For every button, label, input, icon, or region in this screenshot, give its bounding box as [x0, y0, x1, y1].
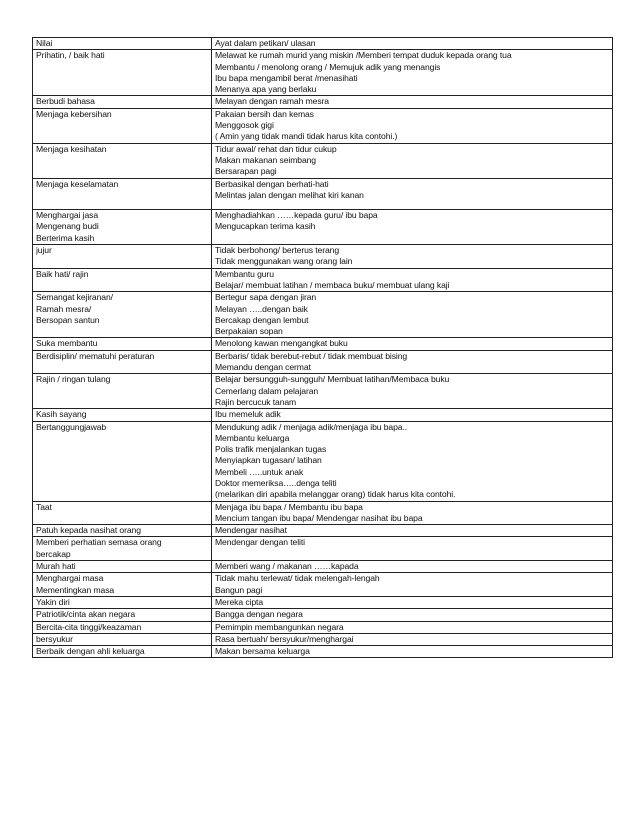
- ayat-text: Memandu dengan cermat: [215, 362, 311, 373]
- nilai-cell: [33, 143, 212, 178]
- nilai-text: bercakap: [36, 548, 71, 559]
- ayat-text: Bercakap dengan lembut: [215, 314, 309, 325]
- nilai-cell: [33, 573, 212, 597]
- nilai-cell: [33, 561, 212, 573]
- nilai-text: bersyukur: [36, 633, 73, 644]
- nilai-text: Patriotik/cinta akan negara: [36, 609, 136, 620]
- ayat-text: Melayan …..dengan baik: [215, 303, 308, 314]
- table-row: [33, 338, 613, 350]
- nilai-text: Bersopan santun: [36, 314, 100, 325]
- values-table: [32, 37, 613, 658]
- ayat-text: Ibu memeluk adik: [215, 409, 281, 420]
- table-row: [33, 561, 613, 573]
- nilai-text: Taat: [36, 501, 52, 512]
- table-row: [33, 621, 613, 633]
- ayat-text: Mencium tangan ibu bapa/ Mendengar nasihat ibu bapa: [215, 512, 423, 523]
- table-row: [33, 268, 613, 292]
- nilai-cell: [33, 409, 212, 421]
- ayat-cell: [212, 268, 613, 292]
- nilai-cell: [33, 537, 212, 561]
- nilai-text: Menghargai jasa: [36, 210, 99, 221]
- ayat-text: Rasa bertuah/ bersyukur/menghargai: [215, 633, 354, 644]
- ayat-cell: [212, 38, 613, 50]
- table-row: [33, 245, 613, 269]
- ayat-text: Tidak mahu terlewat/ tidak melengah-lengah: [215, 573, 380, 584]
- table-header-row: [33, 38, 613, 50]
- nilai-cell: [33, 268, 212, 292]
- table-row: [33, 633, 613, 645]
- nilai-text: Patuh kepada nasihat orang: [36, 525, 141, 536]
- nilai-text: Menjaga kesihatan: [36, 143, 107, 154]
- ayat-text: Mendengar nasihat: [215, 525, 287, 536]
- nilai-text: Menjaga keselamatan: [36, 178, 119, 189]
- table-row: [33, 421, 613, 501]
- ayat-cell: [212, 50, 613, 96]
- blank-line: [215, 201, 609, 209]
- ayat-text: Berbaris/ tidak berebut-rebut / tidak membuat bising: [215, 350, 408, 361]
- nilai-cell: [33, 338, 212, 350]
- ayat-cell: [212, 108, 613, 143]
- table-row: [33, 50, 613, 96]
- ayat-text: Mendukung adik / menjaga adik/menjaga ibu bapa..: [215, 421, 408, 432]
- ayat-cell: [212, 210, 613, 245]
- table-row: [33, 646, 613, 658]
- table-row: [33, 609, 613, 621]
- ayat-text: Berbasikal dengan berhati-hati: [215, 178, 329, 189]
- table-row: [33, 409, 613, 421]
- ayat-text: Belajar bersungguh-sungguh/ Membuat latihan/Membaca buku: [215, 374, 450, 385]
- ayat-text: Menolong kawan mengangkat buku: [215, 338, 348, 349]
- nilai-text: jujur: [36, 245, 52, 256]
- table-row: [33, 143, 613, 178]
- nilai-cell: [33, 292, 212, 338]
- nilai-text: Ramah mesra/: [36, 303, 92, 314]
- ayat-cell: [212, 178, 613, 210]
- nilai-text: Mementingkan masa: [36, 584, 115, 595]
- ayat-text: Cemerlang dalam pelajaran: [215, 385, 319, 396]
- ayat-text: ( Amin yang tidak mandi tidak harus kita contohi.): [215, 131, 398, 142]
- ayat-text: Menyiapkan tugasan/ latihan: [215, 455, 322, 466]
- nilai-cell: [33, 350, 212, 374]
- table-row: [33, 573, 613, 597]
- nilai-cell: [33, 421, 212, 501]
- table-row: [33, 596, 613, 608]
- ayat-text: Melintas jalan dengan melihat kiri kanan: [215, 189, 364, 200]
- nilai-cell: [33, 178, 212, 210]
- nilai-text: Menghargai masa: [36, 573, 104, 584]
- nilai-text: Murah hati: [36, 561, 76, 572]
- ayat-text: Mereka cipta: [215, 596, 263, 607]
- table-row: [33, 525, 613, 537]
- ayat-text: Menghadiahkan ……kepada guru/ ibu bapa: [215, 210, 378, 221]
- nilai-text: Memberi perhatian semasa orang: [36, 537, 162, 548]
- ayat-cell: [212, 374, 613, 409]
- nilai-cell: [33, 633, 212, 645]
- table-row: [33, 501, 613, 525]
- ayat-cell: [212, 561, 613, 573]
- nilai-text: Semangat kejiranan/: [36, 292, 113, 303]
- table-row: [33, 210, 613, 245]
- nilai-cell: [33, 38, 212, 50]
- ayat-text: Berpakaian sopan: [215, 326, 283, 337]
- ayat-cell: [212, 421, 613, 501]
- ayat-text: Memberi wang / makanan ……kapada: [215, 561, 359, 572]
- ayat-cell: [212, 525, 613, 537]
- ayat-text: Membeli …..untuk anak: [215, 466, 304, 477]
- nilai-text: Suka membantu: [36, 338, 98, 349]
- nilai-text: Berdisiplin/ mematuhi peraturan: [36, 350, 155, 361]
- ayat-text: Bangga dengan negara: [215, 609, 303, 620]
- values-table-body: [33, 38, 613, 658]
- ayat-text: Membantu keluarga: [215, 432, 290, 443]
- ayat-text: Tidak menggunakan wang orang lain: [215, 256, 353, 267]
- ayat-text: Membantu guru: [215, 268, 274, 279]
- ayat-text: Belajar/ membuat latihan / membaca buku/ membuat ulang kaji: [215, 279, 450, 290]
- nilai-text: Berterima kasih: [36, 232, 95, 243]
- ayat-text: Mendengar dengan teliti: [215, 537, 305, 548]
- ayat-text: Polis trafik menjalankan tugas: [215, 444, 327, 455]
- nilai-text: Prihatin, / baik hati: [36, 50, 105, 61]
- nilai-cell: [33, 245, 212, 269]
- ayat-text: Ibu bapa mengambil berat /menasihati: [215, 72, 358, 83]
- ayat-cell: [212, 96, 613, 108]
- nilai-text: Bertanggungjawab: [36, 421, 107, 432]
- ayat-text: Pakaian bersih dan kemas: [215, 108, 314, 119]
- table-row: [33, 178, 613, 210]
- nilai-text: Menjaga kebersihan: [36, 108, 112, 119]
- table-row: [33, 292, 613, 338]
- ayat-text: Menanya apa yang berlaku: [215, 84, 317, 95]
- ayat-text: Melawat ke rumah murid yang miskin /Memberi tempat duduk kepada orang tua: [215, 50, 512, 61]
- nilai-cell: [33, 210, 212, 245]
- ayat-cell: [212, 501, 613, 525]
- nilai-text: Mengenang budi: [36, 221, 99, 232]
- nilai-cell: [33, 621, 212, 633]
- ayat-cell: [212, 537, 613, 561]
- nilai-text: Rajin / ringan tulang: [36, 374, 111, 385]
- nilai-cell: [33, 609, 212, 621]
- ayat-text: Mengucapkan terima kasih: [215, 221, 316, 232]
- ayat-text: Ayat dalam petikan/ ulasan: [215, 38, 316, 48]
- nilai-cell: [33, 374, 212, 409]
- nilai-text: Berbudi bahasa: [36, 96, 95, 107]
- nilai-cell: [33, 525, 212, 537]
- ayat-text: Pemimpin membangunkan negara: [215, 621, 344, 632]
- ayat-text: Doktor memeriksa…..denga teliti: [215, 477, 337, 488]
- ayat-text: Makan makanan seimbang: [215, 154, 316, 165]
- ayat-text: Makan bersama keluarga: [215, 646, 310, 657]
- nilai-cell: [33, 646, 212, 658]
- nilai-cell: [33, 108, 212, 143]
- ayat-text: Tidak berbohong/ berterus terang: [215, 245, 340, 256]
- nilai-text: Baik hati/ rajin: [36, 268, 89, 279]
- ayat-cell: [212, 573, 613, 597]
- table-row: [33, 537, 613, 561]
- ayat-cell: [212, 292, 613, 338]
- nilai-text: Bercita-cita tinggi/keazaman: [36, 621, 142, 632]
- table-row: [33, 108, 613, 143]
- ayat-cell: [212, 245, 613, 269]
- ayat-text: Bangun pagi: [215, 584, 263, 595]
- nilai-cell: [33, 596, 212, 608]
- table-row: [33, 374, 613, 409]
- ayat-text: (melarikan diri apabila melanggar orang) tidak harus kita contohi.: [215, 489, 456, 500]
- ayat-cell: [212, 409, 613, 421]
- ayat-text: Bertegur sapa dengan jiran: [215, 292, 317, 303]
- ayat-cell: [212, 609, 613, 621]
- ayat-text: Bersarapan pagi: [215, 166, 277, 177]
- nilai-text: Berbaik dengan ahli keluarga: [36, 646, 145, 657]
- nilai-cell: [33, 50, 212, 96]
- ayat-cell: [212, 646, 613, 658]
- nilai-text: Kasih sayang: [36, 409, 87, 420]
- ayat-text: Tidur awal/ rehat dan tidur cukup: [215, 143, 337, 154]
- ayat-text: Menggosok gigi: [215, 120, 274, 131]
- ayat-cell: [212, 596, 613, 608]
- nilai-cell: [33, 96, 212, 108]
- ayat-text: Membantu / menolong orang / Memujuk adik yang menangis: [215, 61, 441, 72]
- nilai-text: Nilai: [36, 38, 53, 48]
- ayat-text: Menjaga ibu bapa / Membantu ibu bapa: [215, 501, 363, 512]
- ayat-text: Rajin bercucuk tanam: [215, 396, 297, 407]
- ayat-text: Melayan dengan ramah mesra: [215, 96, 329, 107]
- ayat-cell: [212, 350, 613, 374]
- table-row: [33, 96, 613, 108]
- ayat-cell: [212, 143, 613, 178]
- nilai-cell: [33, 501, 212, 525]
- table-row: [33, 350, 613, 374]
- nilai-text: Yakin diri: [36, 596, 70, 607]
- ayat-cell: [212, 633, 613, 645]
- ayat-cell: [212, 338, 613, 350]
- ayat-cell: [212, 621, 613, 633]
